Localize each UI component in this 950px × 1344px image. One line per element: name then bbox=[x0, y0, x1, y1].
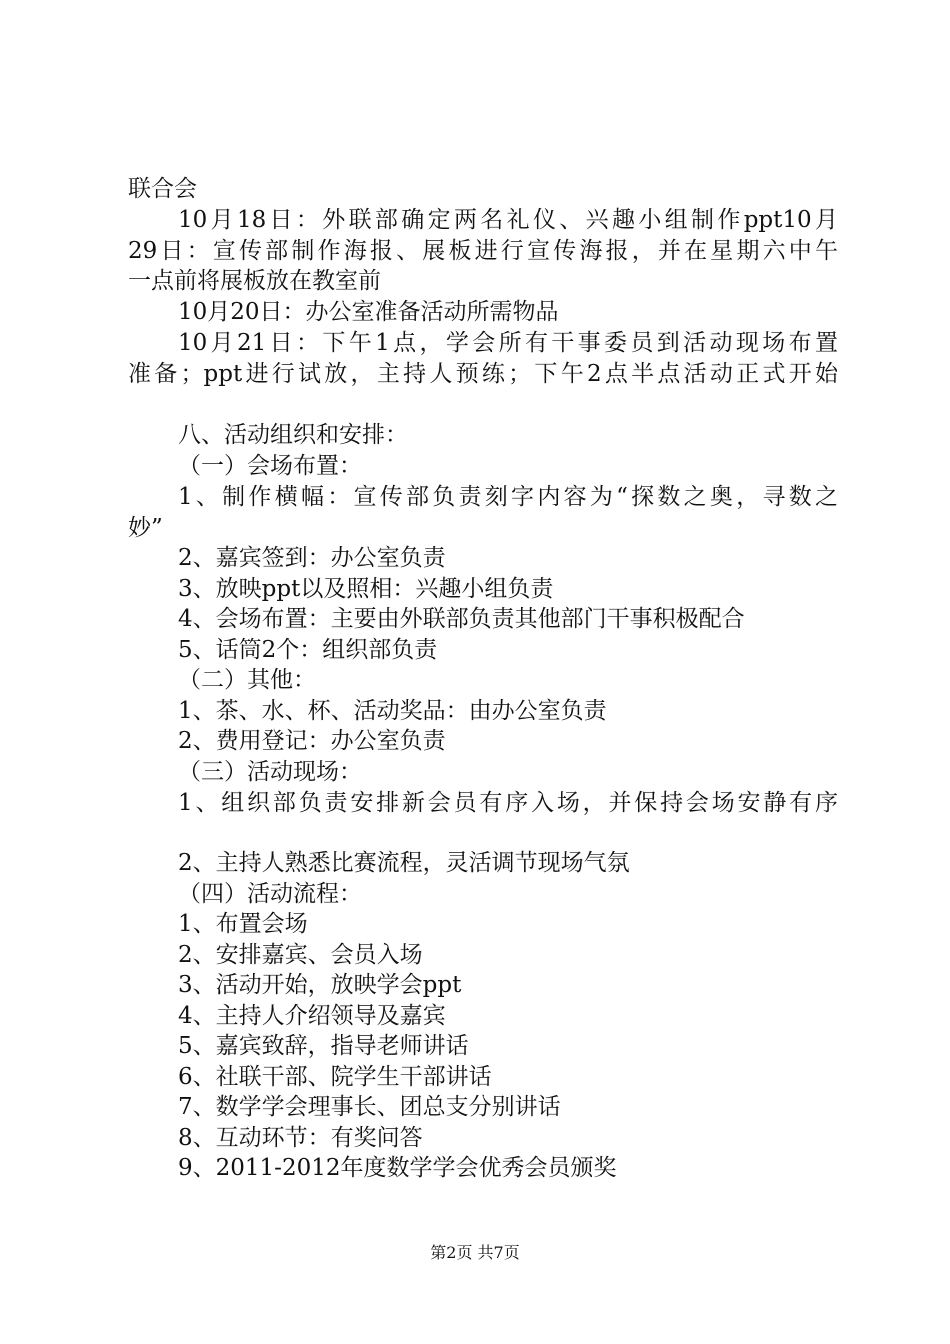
list-item: 1、布置会场 bbox=[178, 911, 308, 937]
list-item: 2、主持人熟悉比赛流程，灵活调节现场气氛 bbox=[178, 850, 630, 876]
subsection-heading: （四）活动流程： bbox=[178, 881, 362, 907]
list-item: 2、安排嘉宾、会员入场 bbox=[178, 942, 423, 968]
list-item: 4、主持人介绍领导及嘉宾 bbox=[178, 1003, 446, 1029]
list-item: 2、费用登记：办公室负责 bbox=[178, 728, 446, 754]
list-item: 4、会场布置：主要由外联部负责其他部门干事积极配合 bbox=[178, 606, 745, 632]
subsection-heading: （三）活动现场： bbox=[178, 759, 362, 785]
page-number: 第2页 共7页 bbox=[430, 1243, 520, 1262]
text-line: 准备；ppt进行试放，主持人预练；下午2点半点活动正式开始 bbox=[128, 361, 838, 387]
list-item: 1、茶、水、杯、活动奖品：由办公室负责 bbox=[178, 698, 607, 724]
text-line: 10月21日：下午1点，学会所有干事委员到活动现场布置 bbox=[178, 330, 838, 356]
list-item: 3、活动开始，放映学会ppt bbox=[178, 972, 462, 998]
text-line: 1、制作横幅：宣传部负责刻字内容为“探数之奥，寻数之 bbox=[178, 484, 838, 510]
text-line: 联合会 bbox=[128, 176, 197, 202]
list-item: 3、放映ppt以及照相：兴趣小组负责 bbox=[178, 576, 554, 602]
list-item: 8、互动环节：有奖问答 bbox=[178, 1125, 423, 1151]
list-item: 7、数学学会理事长、团总支分别讲话 bbox=[178, 1094, 561, 1120]
section-heading: 八、活动组织和安排： bbox=[178, 422, 408, 448]
text-line: 妙” bbox=[128, 515, 163, 541]
subsection-heading: （一）会场布置： bbox=[178, 453, 362, 479]
list-item: 5、嘉宾致辞，指导老师讲话 bbox=[178, 1033, 469, 1059]
list-item: 2、嘉宾签到：办公室负责 bbox=[178, 545, 446, 571]
text-line: 29日：宣传部制作海报、展板进行宣传海报，并在星期六中午 bbox=[128, 238, 838, 264]
list-item: 9、2011-2012年度数学学会优秀会员颁奖 bbox=[178, 1155, 617, 1181]
list-item: 1、组织部负责安排新会员有序入场，并保持会场安静有序 bbox=[178, 790, 838, 816]
text-line: 10月18日：外联部确定两名礼仪、兴趣小组制作ppt10月 bbox=[178, 207, 838, 233]
text-line: 10月20日：办公室准备活动所需物品 bbox=[178, 299, 559, 325]
list-item: 6、社联干部、院学生干部讲话 bbox=[178, 1064, 492, 1090]
list-item: 5、话筒2个：组织部负责 bbox=[178, 637, 438, 663]
text-line: 一点前将展板放在教室前 bbox=[128, 268, 381, 294]
subsection-heading: （二）其他： bbox=[178, 667, 316, 693]
